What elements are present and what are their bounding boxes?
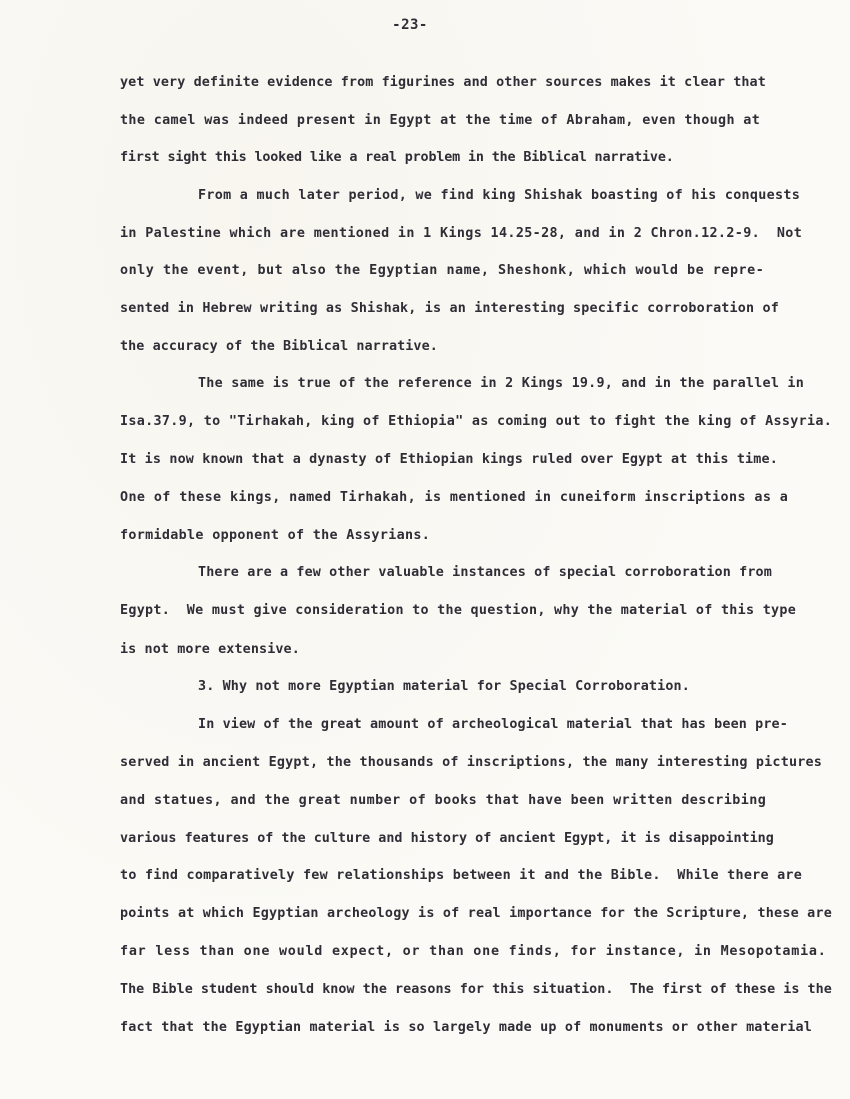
body-line: In view of the great amount of archeological material that has been pre- [198, 717, 788, 732]
body-line: far less than one would expect, or than one finds, for instance, in Mesopotamia. [120, 944, 827, 959]
body-line: first sight this looked like a real problem in the Biblical narrative. [120, 150, 674, 165]
body-line: There are a few other valuable instances of special corroboration from [198, 565, 772, 580]
body-line: fact that the Egyptian material is so largely made up of monuments or other material [120, 1020, 812, 1035]
body-line: From a much later period, we find king Shishak boasting of his conquests [198, 188, 801, 203]
body-line: the camel was indeed present in Egypt at the time of Abraham, even though at [120, 113, 761, 128]
body-line: Isa.37.9, to "Tirhakah, king of Ethiopia" as coming out to fight the king of Assyria. [120, 414, 833, 429]
body-line: to find comparatively few relationships between it and the Bible. While there are [120, 868, 803, 883]
body-line: in Palestine which are mentioned in 1 Kings 14.25-28, and in 2 Chron.12.2-9. Not [120, 226, 803, 241]
body-line: served in ancient Egypt, the thousands of inscriptions, the many interesting pictures [120, 755, 822, 770]
body-line: and statues, and the great number of books that have been written describing [120, 793, 767, 808]
body-line: formidable opponent of the Assyrians. [120, 528, 431, 543]
body-line: is not more extensive. [120, 642, 300, 657]
body-line: yet very definite evidence from figurines and other sources makes it clear that [120, 75, 766, 90]
body-line: The Bible student should know the reasons for this situation. The first of these is the [120, 982, 832, 997]
body-line: the accuracy of the Biblical narrative. [120, 339, 438, 354]
page-number: -23- [392, 17, 428, 33]
body-line: various features of the culture and history of ancient Egypt, it is disappointing [120, 831, 774, 846]
body-line: It is now known that a dynasty of Ethiopian kings ruled over Egypt at this time. [120, 452, 778, 467]
body-line: The same is true of the reference in 2 Kings 19.9, and in the parallel in [198, 376, 805, 391]
body-line: only the event, but also the Egyptian name, Sheshonk, which would be repre- [120, 263, 765, 278]
body-line: Egypt. We must give consideration to the question, why the material of this type [120, 603, 797, 618]
body-line: sented in Hebrew writing as Shishak, is an interesting specific corroboration of [120, 301, 779, 316]
body-line: One of these kings, named Tirhakah, is mentioned in cuneiform inscriptions as a [120, 490, 789, 505]
body-line: points at which Egyptian archeology is of real importance for the Scripture, these are [120, 906, 833, 921]
section-heading: 3. Why not more Egyptian material for Special Corroboration. [198, 679, 690, 694]
